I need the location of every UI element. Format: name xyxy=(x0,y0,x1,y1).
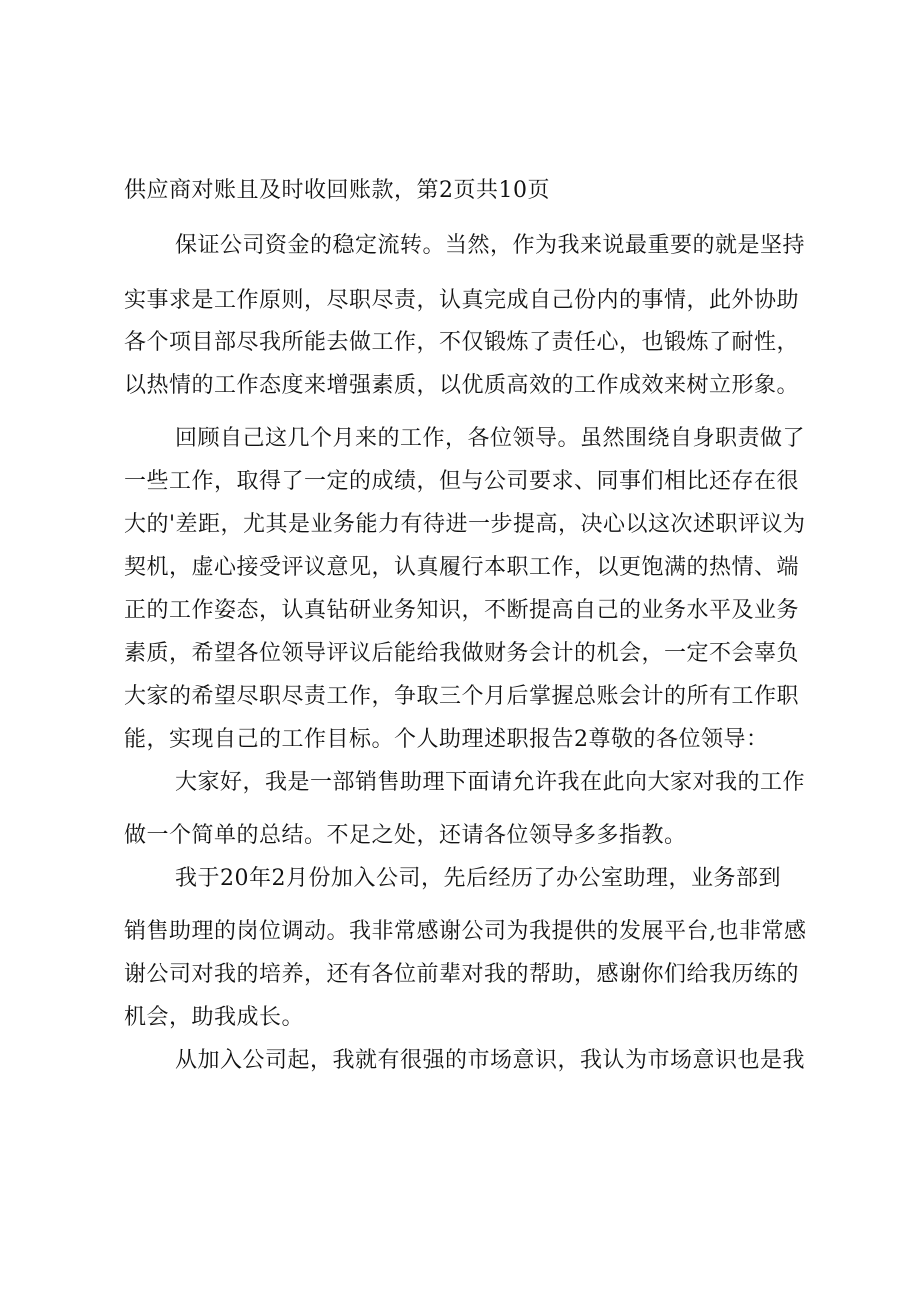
paragraph-first-line: 保证公司资金的稳定流转。当然，作为我来说最重要的就是坚持 xyxy=(175,233,806,258)
text-line: 实事求是工作原则，尽职尽责，认真完成自己份内的事情，此外协助 xyxy=(124,288,800,313)
text-line: 供应商对账且及时收回账款，第2页共10页 xyxy=(124,178,550,203)
text-line: 大家的希望尽职尽责工作，争取三个月后掌握总账会计的所有工作职 xyxy=(124,684,800,709)
text-line: 契机，虚心接受评议意见，认真履行本职工作，以更饱满的热情、端 xyxy=(124,555,800,580)
text-line: 素质，希望各位领导评议后能给我做财务会计的机会，一定不会辜负 xyxy=(124,641,800,666)
text-line: 各个项目部尽我所能去做工作，不仅锻炼了责任心，也锻炼了耐性， xyxy=(124,330,800,355)
text-line: 销售助理的岗位调动。我非常感谢公司为我提供的发展平台,也非常感 xyxy=(124,919,807,944)
text-line: 谢公司对我的培养，还有各位前辈对我的帮助，感谢你们给我历练的 xyxy=(124,962,800,987)
paragraph-first-line: 大家好，我是一部销售助理下面请允许我在此向大家对我的工作 xyxy=(175,770,806,795)
text-line: 大的'差距，尤其是业务能力有待进一步提高，决心以这次述职评议为 xyxy=(124,512,806,537)
paragraph-first-line: 我于20年2月份加入公司，先后经历了办公室助理，业务部到 xyxy=(175,866,781,891)
paragraph-first-line: 回顾自己这几个月来的工作，各位领导。虽然围绕自身职责做了 xyxy=(175,426,806,451)
paragraph-first-line: 从加入公司起，我就有很强的市场意识，我认为市场意识也是我 xyxy=(175,1048,806,1073)
text-line: 能，实现自己的工作目标。个人助理述职报告2尊敬的各位领导： xyxy=(124,727,769,752)
text-line: 做一个简单的总结。不足之处，还请各位领导多多指教。 xyxy=(124,823,687,848)
text-line: 正的工作姿态，认真钻研业务知识，不断提高自己的业务水平及业务 xyxy=(124,598,800,623)
text-line: 机会，助我成长。 xyxy=(124,1005,305,1030)
text-line: 一些工作，取得了一定的成绩，但与公司要求、同事们相比还存在很 xyxy=(124,469,800,494)
text-line: 以热情的工作态度来增强素质，以优质高效的工作成效来树立形象。 xyxy=(124,373,800,398)
